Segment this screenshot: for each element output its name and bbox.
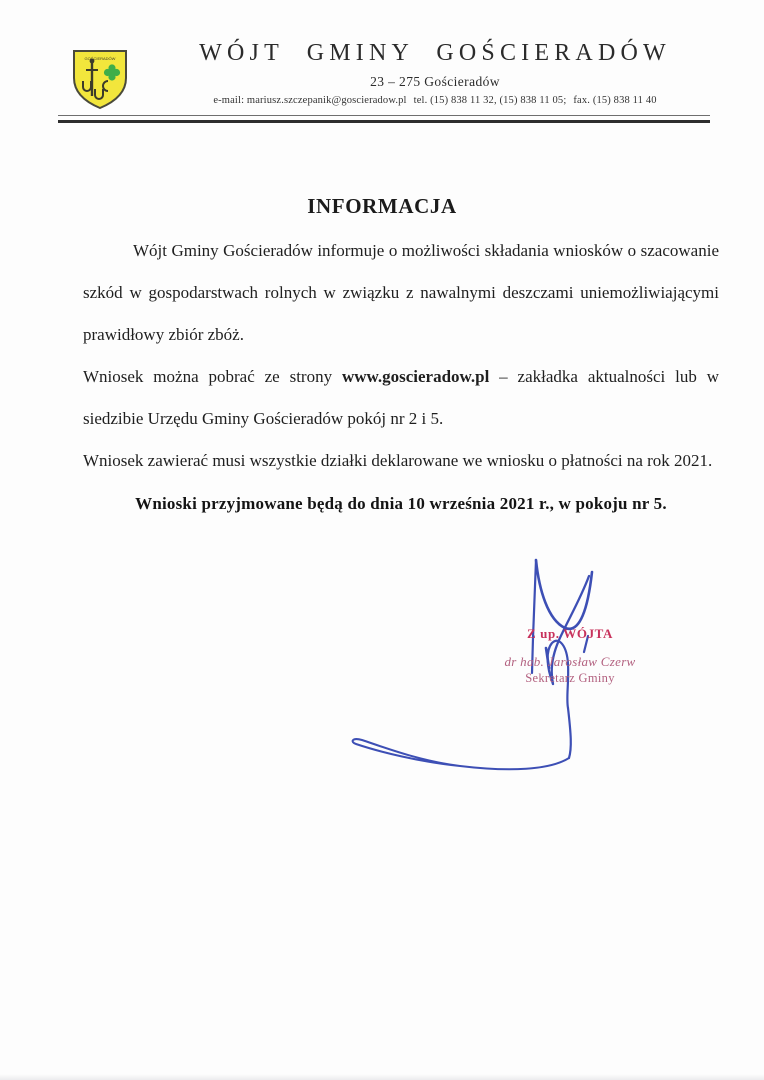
stamp-authority: Z up. WÓJTA <box>527 626 613 641</box>
office-title: WÓJT GMINY GOŚCIERADÓW <box>199 40 671 66</box>
paragraph-2 <box>83 356 719 440</box>
contact-phone: tel. (15) 838 11 32, (15) 838 11 05; <box>413 94 567 106</box>
deadline-notice: Wnioski przyjmowane będą do dnia 10 września 2021 r., w pokoju nr 5. <box>135 494 667 513</box>
website-link[interactable]: www.goscieradow.pl <box>341 367 490 386</box>
svg-text:GOŚCIERADÓW: GOŚCIERADÓW <box>84 56 116 61</box>
paragraph-1: Wójt Gminy Gościeradów informuje o możliwości składania wniosków o szacowanie szkód w gospodarstwach rolnych w związku z nawalnymi deszczami uniemożliwiającymi prawidłowy zbiór zbóż. <box>83 241 719 344</box>
stamp-signatory-name: dr hab. Jarosław Czerw <box>504 654 636 669</box>
paragraph-3: Wniosek zawierać musi wszystkie działki deklarowane we wniosku o płatności na rok 2021. <box>83 451 713 470</box>
office-address: 23 – 275 Gościeradów <box>370 73 500 89</box>
contact-fax: fax. (15) 838 11 40 <box>573 94 657 106</box>
stamp-signatory-role: Sekretarz Gminy <box>525 671 615 685</box>
document-body <box>83 230 719 482</box>
header-rule-thin <box>58 115 710 116</box>
scan-edge-artifact <box>0 1074 764 1080</box>
header-rule-thick <box>58 120 710 123</box>
page-title: INFORMACJA <box>307 194 457 218</box>
letterhead-text <box>150 40 720 106</box>
office-contact-line <box>150 95 720 106</box>
letterhead <box>0 40 764 132</box>
contact-email: e-mail: mariusz.szczepanik@goscieradow.pl <box>213 94 407 106</box>
coat-of-arms-icon <box>70 48 130 110</box>
paragraph-2-pre: Wniosek można pobrać ze strony <box>83 367 342 386</box>
official-stamp <box>455 626 685 686</box>
paragraph-2-post: – zakładka aktualności lub w siedzibie Urzędu Gminy Gościeradów pokój nr 2 i 5. <box>83 367 720 428</box>
